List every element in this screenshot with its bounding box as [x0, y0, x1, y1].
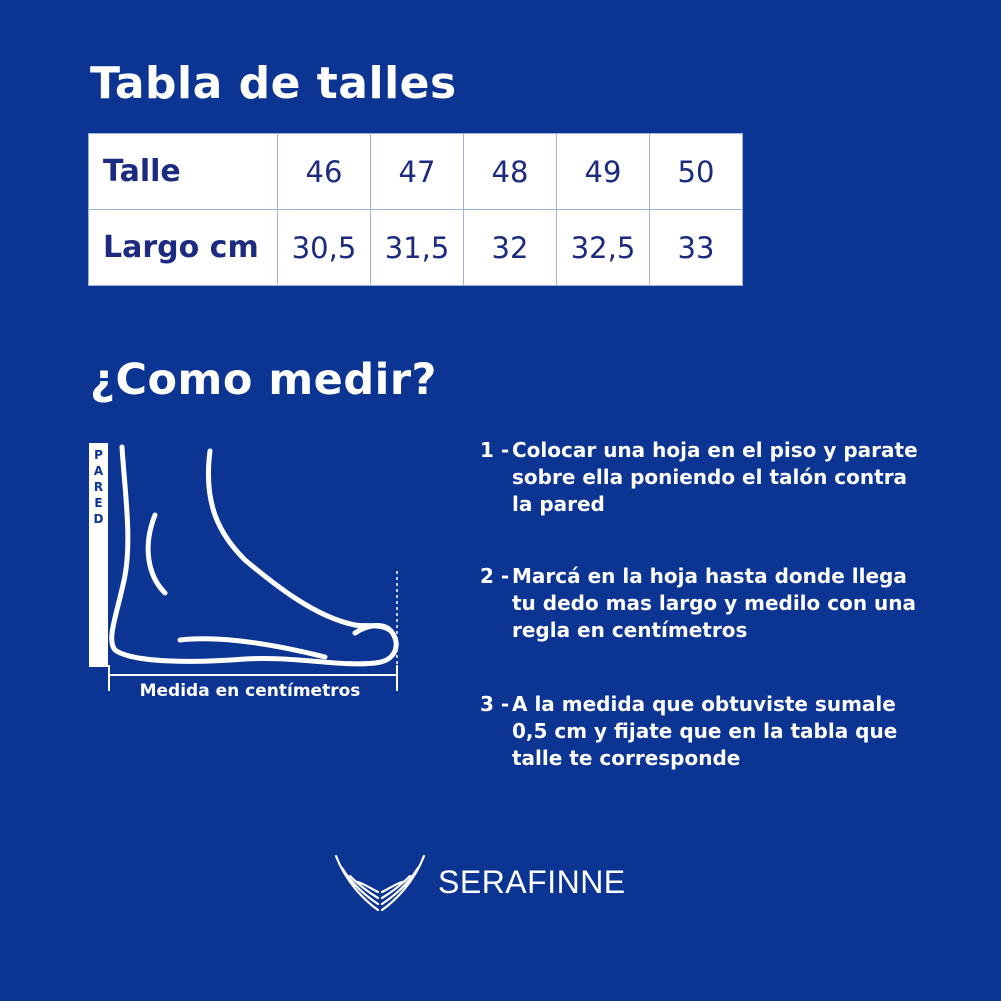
step-1 [480, 437, 980, 518]
cell-talle-49: 49 [557, 134, 650, 210]
step-number: 2 - [480, 564, 510, 588]
cell-talle-48: 48 [464, 134, 557, 210]
wall-letter: A [93, 464, 104, 478]
wall-letter: D [93, 512, 104, 526]
step-line: la pared [512, 492, 605, 516]
cell-largo-3: 32 [464, 210, 557, 286]
brand-name: SERAFINNE [438, 864, 626, 900]
foot-diagram [85, 435, 415, 710]
page-title: Tabla de talles [90, 58, 457, 109]
section-title-how-to-measure: ¿Como medir? [90, 355, 437, 405]
step-line: Marcá en la hoja hasta donde llega [512, 564, 907, 588]
wings-icon [334, 852, 426, 916]
cell-largo-2: 31,5 [371, 210, 464, 286]
step-3 [480, 691, 980, 772]
foot-outline-icon [85, 435, 415, 710]
cell-largo-5: 33 [650, 210, 743, 286]
step-line: regla en centímetros [512, 618, 748, 642]
table-row-largo [89, 210, 743, 286]
row-header-largo: Largo cm [89, 210, 278, 286]
cell-talle-46: 46 [278, 134, 371, 210]
wall-letter: R [93, 480, 104, 494]
brand-logo [334, 852, 664, 916]
cell-talle-47: 47 [371, 134, 464, 210]
size-table [88, 133, 743, 286]
measure-label: Medida en centímetros [139, 681, 361, 701]
step-line: talle te corresponde [512, 746, 741, 770]
step-number: 3 - [480, 692, 510, 716]
step-line: 0,5 cm y fijate que en la tabla que [512, 719, 898, 743]
step-line: sobre ella poniendo el talón contra [512, 465, 908, 489]
step-number: 1 - [480, 438, 510, 462]
table-row-talle [89, 134, 743, 210]
step-line: A la medida que obtuviste sumale [512, 692, 896, 716]
wall-letter: E [94, 496, 103, 510]
cell-largo-1: 30,5 [278, 210, 371, 286]
cell-largo-4: 32,5 [557, 210, 650, 286]
row-header-talle: Talle [89, 134, 278, 210]
step-2 [480, 563, 980, 644]
cell-talle-50: 50 [650, 134, 743, 210]
step-line: tu dedo mas largo y medilo con una [512, 591, 917, 615]
step-line: Colocar una hoja en el piso y parate [512, 438, 918, 462]
wall-letter: P [94, 448, 103, 462]
